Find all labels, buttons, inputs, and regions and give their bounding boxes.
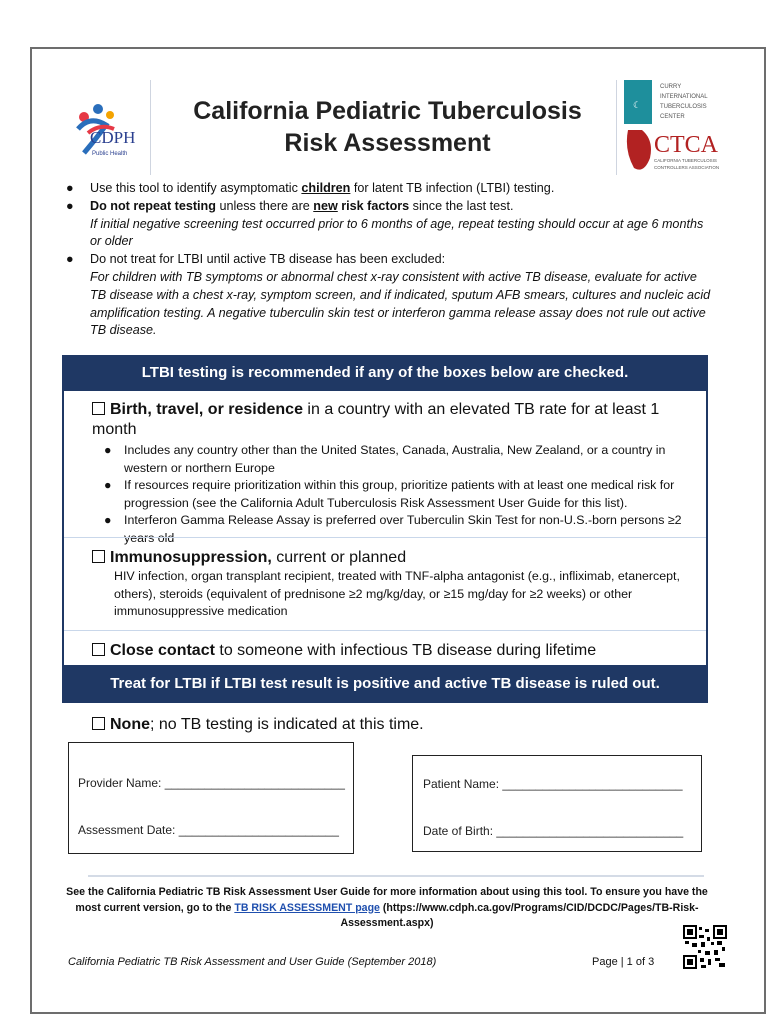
none-checkbox[interactable] (92, 717, 105, 730)
provider-name-field[interactable]: Provider Name: ___________________________ (78, 776, 345, 790)
list-item: ● If resources require prioritization within this group, prioritize patients with at least one medical risk for progression (see the California Adult Tuberculosis Risk Assessment User Guide for this list). (104, 478, 675, 510)
patient-name-field[interactable]: Patient Name: ___________________________ (423, 777, 683, 791)
page-title (150, 95, 625, 159)
title-line-1: California Pediatric Tuberculosis (193, 97, 582, 125)
page-number: Page | 1 of 3 (592, 956, 655, 968)
tb-risk-assessment-link[interactable]: TB RISK ASSESSMENT page (234, 901, 380, 914)
close-contact-checkbox[interactable] (92, 643, 105, 656)
ctca-logo-text: CTCA (654, 132, 719, 158)
list-item: ● Interferon Gamma Release Assay is preferred over Tuberculin Skin Test for non-U.S.-born persons ≥2 years old (104, 513, 682, 545)
section-divider (64, 537, 706, 538)
curry-center-text-1: CURRY (660, 84, 682, 90)
none-option: None; no TB testing is indicated at this time. (92, 715, 692, 735)
footer-note: See the California Pediatric TB Risk Assessment User Guide for more information about using this tool. To ensure you have the most current version, go to the TB RISK ASSESSMENT page (https://www.cdph.ca.gov/Programs/CID/DCDC/Pages/TB-Risk-Assessment.aspx) (66, 886, 708, 929)
treat-ltbi-banner: Treat for LTBI if LTBI test result is positive and active TB disease is ruled out. (62, 665, 708, 703)
birth-travel-checkbox[interactable] (92, 402, 105, 415)
list-item: ● Includes any country other than the United States, Canada, Australia, New Zealand, or a country in western or northern Europe (104, 443, 666, 475)
ctca-heart-logo (627, 130, 651, 170)
partner-logos (620, 78, 740, 178)
ctca-sub-2: CONTROLLERS ASSOCIATION (654, 165, 720, 170)
cdph-logo-text: CDPH (90, 128, 136, 147)
section-divider (64, 630, 706, 631)
assessment-date-field[interactable]: Assessment Date: ________________________ (78, 823, 339, 837)
intro-bullet-2-note: If initial negative screening test occurred prior to 6 months of age, repeat testing should occur at age 6 months or older (90, 216, 704, 249)
testing-recommended-banner: LTBI testing is recommended if any of the boxes below are checked. (62, 355, 708, 391)
curry-center-text-3: TUBERCULOSIS (660, 104, 707, 110)
immunosuppression-details: HIV infection, organ transplant recipient, treated with TNF-alpha antagonist (e.g., infliximab, etanercept, others), steroids (equivalent of prednisone ≥2 mg/kg/day, or ≥15 mg/day for ≥2 weeks) or other immunosuppressive medication (114, 569, 680, 619)
curry-center-text-4: CENTER (660, 114, 685, 120)
section-close-contact: Close contact to someone with infectious TB disease during lifetime (92, 641, 692, 661)
cdph-logo (70, 95, 150, 165)
qr-code-icon[interactable] (683, 925, 727, 969)
cdph-logo-sub: Public Health (92, 151, 128, 157)
intro-bullet-1: ● Use this tool to identify asymptomatic children for latent TB infection (LTBI) testing. (66, 181, 555, 195)
document-footer-title: California Pediatric TB Risk Assessment and User Guide (September 2018) (68, 956, 437, 968)
title-line-2: Risk Assessment (284, 129, 491, 157)
ctca-sub-1: CALIFORNIA TUBERCULOSIS (654, 158, 717, 163)
date-of-birth-field[interactable]: Date of Birth: ____________________________ (423, 824, 684, 838)
intro-bullet-3-note: For children with TB symptoms or abnormal chest x-ray consistent with active TB disease, evaluate for active TB disease with a chest x-ray, symptom screen, and if indicated, sputum AFB smears, cultures and nucleic acid amplification testing. A negative tuberculin skin test or interferon gamma release assay does not rule out active TB disease. (90, 269, 711, 338)
curry-center-text-2: INTERNATIONAL (660, 94, 708, 100)
provider-form-box (68, 742, 354, 854)
svg-text:☾: ☾ (633, 100, 642, 110)
intro-bullets (62, 180, 712, 340)
section-immunosuppression: Immunosuppression, current or planned HIV infection, organ transplant recipient, treated with TNF-alpha antagonist (e.g., infliximab, etanercept, others), steroids (equivalent of prednisone ≥2 mg/kg/day, or ≥15 mg/day for ≥2 weeks) or other immunosuppressive medication (92, 548, 692, 621)
section-birth-travel: Birth, travel, or residence in a country with an elevated TB rate for at least 1 month ● Includes any country other than the United States, Canada, Australia, New Zealand, or a country in western or northern Europe ● If resources require prioritization within this group, prioritize patients with at least one medical risk for progression (see the California Adult Tuberculosis Risk Assessment User Guide for this list). ● Interferon Gamma Release Assay is preferred over Tuberculin Skin Test for non-U.S.-born persons ≥2 years old (92, 400, 692, 548)
intro-bullet-2: ● Do not repeat testing unless there are new risk factors since the last test. If initial negative screening test occurred prior to 6 months of age, repeat testing should occur at age 6 months or older (62, 198, 712, 251)
immunosuppression-checkbox[interactable] (92, 550, 105, 563)
intro-bullet-3: ● Do not treat for LTBI until active TB disease has been excluded: For children with TB symptoms or abnormal chest x-ray consistent with active TB disease, evaluate for active TB disease with a chest x-ray, symptom screen, and if indicated, sputum AFB smears, cultures and nucleic acid amplification testing. A negative tuberculin skin test or interferon gamma release assay does not rule out active TB disease. (62, 251, 712, 340)
footer-divider (88, 875, 704, 877)
